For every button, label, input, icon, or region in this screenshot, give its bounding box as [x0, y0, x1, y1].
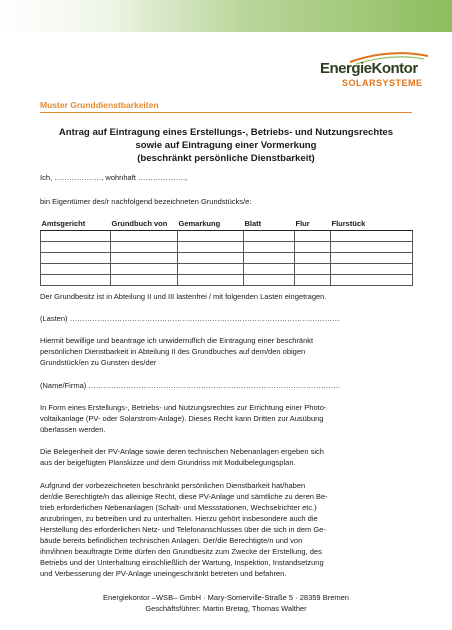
table-cell: [111, 231, 178, 242]
table-cell: [295, 264, 331, 275]
footer-management: Geschäftsführer: Martin Bretag, Thomas Walther: [145, 604, 307, 613]
paragraph-line: Betriebs und der Unterhaltung einschließlich der Wartung, Inspektion, Instandsetzung: [40, 558, 324, 567]
right-form-paragraph: [40, 402, 420, 435]
beneficiary-placeholder: (Name/Firma) ………………………………………………………………………………………..: [40, 381, 340, 390]
header-banner: [0, 0, 452, 32]
table-row: [41, 275, 413, 286]
company-logo: [320, 48, 432, 98]
title-line: sowie auf Eintragung einer Vormerkung: [135, 140, 317, 151]
table-row: [41, 264, 413, 275]
table-cell: [178, 253, 244, 264]
paragraph-line: aus der beigefügten Planskizze und dem Grundriss mit Modulbelegungsplan.: [40, 458, 296, 467]
page-footer: [40, 592, 412, 614]
paragraph-line: anzubringen, zu betreiben und zu unterhalten. Hierzu gehört insbesondere auch die: [40, 514, 318, 523]
column-header: Grundbuch von: [111, 217, 178, 231]
table-cell: [331, 231, 413, 242]
table-cell: [111, 253, 178, 264]
property-table: [40, 217, 413, 286]
table-cell: [111, 275, 178, 286]
section-divider: [40, 112, 412, 113]
table-cell: [111, 264, 178, 275]
paragraph-line: voltaikanlage (PV- oder Solarstrom-Anlage). Dieses Recht kann Dritten zur Ausübung: [40, 414, 324, 423]
paragraph-line: Die Belegenheit der PV-Anlage sowie deren technischen Nebenanlagen ergeben sich: [40, 447, 324, 456]
table-cell: [331, 275, 413, 286]
table-cell: [41, 231, 111, 242]
table-cell: [41, 242, 111, 253]
table-cell: [111, 242, 178, 253]
table-cell: [244, 242, 295, 253]
paragraph-line: überlassen werden.: [40, 425, 106, 434]
table-cell: [244, 253, 295, 264]
column-header: Flur: [295, 217, 331, 231]
logo-name: EnergieKontor: [320, 60, 418, 77]
table-cell: [41, 275, 111, 286]
table-cell: [295, 275, 331, 286]
table-cell: [41, 253, 111, 264]
encumbrance-text: Der Grundbesitz ist in Abteilung II und III lastenfrei / mit folgenden Lasten eingetragen.: [40, 292, 327, 301]
column-header: Gemarkung: [178, 217, 244, 231]
location-paragraph: [40, 446, 420, 468]
section-title: Muster Grunddienstbarkeiten: [40, 100, 159, 110]
encumbrance-placeholder: (Lasten) ………………………………………………………………………………………………: [40, 314, 340, 323]
paragraph-line: Hiermit bewillige und beantrage ich unwiderruflich die Eintragung einer beschränkt: [40, 336, 314, 345]
owner-name-field: Ich, ………………., wohnhaft ……………….,: [40, 173, 188, 182]
owner-line: [40, 172, 420, 183]
table-header-row: [41, 217, 413, 231]
owner-statement: [40, 196, 420, 207]
table-row: [41, 242, 413, 253]
paragraph-line: trieb erforderlichen Nebenanlagen (Schalt- und Messstationen, Wechselrichter etc.): [40, 503, 317, 512]
paragraph-line: der/die Berechtigte/n das alleinige Recht, diese PV-Anlage und sämtliche zu deren Be-: [40, 492, 328, 501]
encumbrance-statement: [40, 291, 420, 302]
title-line: Antrag auf Eintragung eines Erstellungs-, Betriebs- und Nutzungsrechtes: [58, 127, 394, 138]
table-cell: [295, 242, 331, 253]
document-title: [40, 126, 412, 165]
beneficiary-field: [40, 380, 420, 391]
paragraph-line: und Verbesserung der PV-Anlage uneingeschränkt betreten und befahren.: [40, 569, 287, 578]
column-header: Amtsgericht: [41, 217, 111, 231]
paragraph-line: persönlichen Dienstbarkeit in Abteilung II des Grundbuches auf dem/den obigen: [40, 347, 306, 356]
table-cell: [244, 264, 295, 275]
paragraph-line: Grundstück/en zu Gunsten des/der: [40, 358, 157, 367]
table-cell: [331, 253, 413, 264]
table-row: [41, 253, 413, 264]
paragraph-line: bäude bereits befindlichen technischen Anlagen. Der/die Berechtigte/n und von: [40, 536, 303, 545]
table-cell: [178, 275, 244, 286]
table-cell: [178, 231, 244, 242]
paragraph-line: ihm/ihnen beauftragte Dritte dürfen den Grundbesitz zum Zwecke der Erstellung, des: [40, 547, 322, 556]
table-row: [41, 231, 413, 242]
logo-subtitle: SOLARSYSTEME: [342, 78, 423, 88]
rights-paragraph: [40, 480, 420, 579]
paragraph-line: In Form eines Erstellungs-, Betriebs- und Nutzungsrechtes zur Errichtung einer Photo-: [40, 403, 327, 412]
encumbrance-field: [40, 313, 420, 324]
table-cell: [244, 275, 295, 286]
table-cell: [41, 264, 111, 275]
table-cell: [295, 253, 331, 264]
table-cell: [178, 264, 244, 275]
owner-statement-text: bin Eigentümer des/r nachfolgend bezeichneten Grundstücks/e:: [40, 197, 252, 206]
table-cell: [331, 264, 413, 275]
table-cell: [244, 231, 295, 242]
column-header: Flurstück: [331, 217, 413, 231]
table-cell: [331, 242, 413, 253]
column-header: Blatt: [244, 217, 295, 231]
table-cell: [295, 231, 331, 242]
title-line: (beschränkt persönliche Dienstbarkeit): [137, 153, 315, 164]
table-cell: [178, 242, 244, 253]
paragraph-line: Herstellung des erforderlichen Netz- und Telefonanschlusses über die sich in dem Ge-: [40, 525, 326, 534]
footer-address: Energiekontor –WSB– GmbH · Mary-Somerville-Straße 5 · 28359 Bremen: [103, 593, 349, 602]
paragraph-line: Aufgrund der vorbezeichneten beschränkt persönlichen Dienstbarkeit hat/haben: [40, 481, 306, 490]
approval-paragraph: [40, 335, 420, 368]
